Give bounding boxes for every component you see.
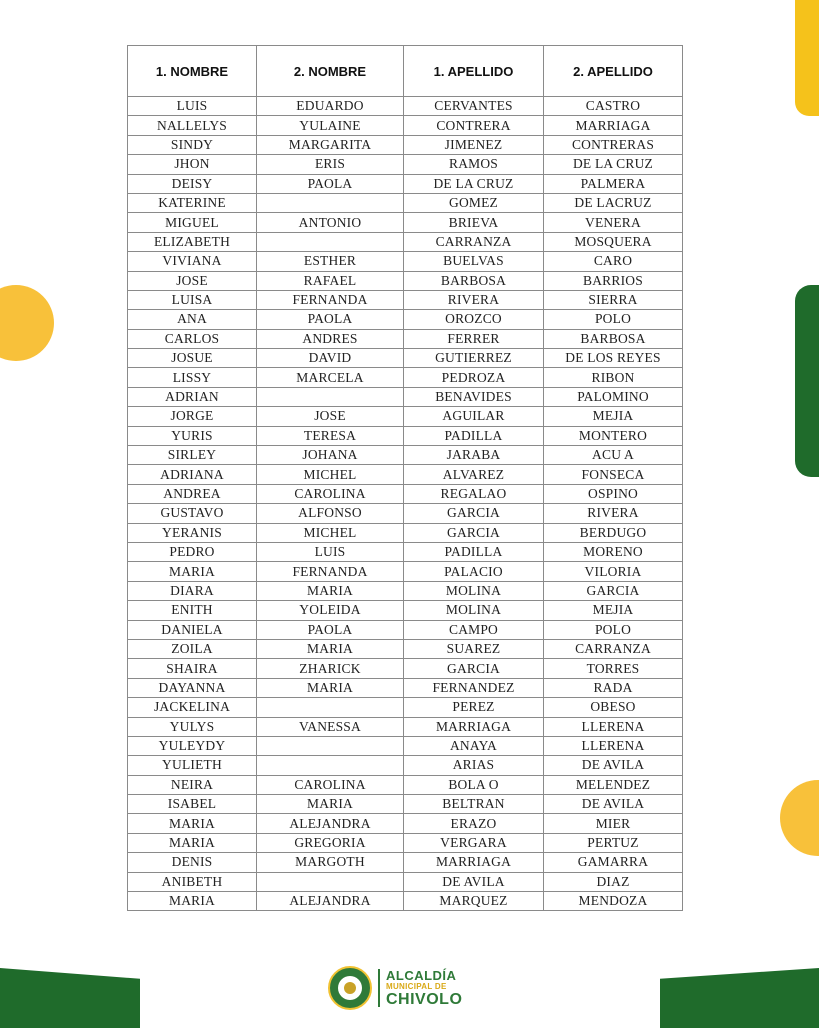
first-name-cell: JOSUE xyxy=(128,349,257,368)
second-name-cell: MICHEL xyxy=(257,465,404,484)
first-surname-cell: ERAZO xyxy=(404,814,544,833)
header-first-name: 1. NOMBRE xyxy=(128,46,257,97)
first-name-cell: ZOILA xyxy=(128,639,257,658)
second-name-cell xyxy=(257,872,404,891)
table-row xyxy=(128,252,683,271)
table-row xyxy=(128,504,683,523)
table-row xyxy=(128,116,683,135)
table-header-row xyxy=(128,46,683,97)
first-surname-cell: GUTIERREZ xyxy=(404,349,544,368)
first-name-cell: NALLELYS xyxy=(128,116,257,135)
second-surname-cell: MELENDEZ xyxy=(544,775,683,794)
table-row xyxy=(128,698,683,717)
second-surname-cell: OBESO xyxy=(544,698,683,717)
first-surname-cell: FERNANDEZ xyxy=(404,678,544,697)
first-surname-cell: ARIAS xyxy=(404,756,544,775)
first-name-cell: MARIA xyxy=(128,562,257,581)
first-name-cell: DANIELA xyxy=(128,620,257,639)
second-surname-cell: BARRIOS xyxy=(544,271,683,290)
second-surname-cell: DE LOS REYES xyxy=(544,349,683,368)
second-surname-cell: CARO xyxy=(544,252,683,271)
table-row xyxy=(128,814,683,833)
table-row xyxy=(128,639,683,658)
table-row xyxy=(128,465,683,484)
first-surname-cell: ALVAREZ xyxy=(404,465,544,484)
second-name-cell: CAROLINA xyxy=(257,775,404,794)
second-surname-cell: DE AVILA xyxy=(544,795,683,814)
first-surname-cell: PEDROZA xyxy=(404,368,544,387)
table-row xyxy=(128,349,683,368)
first-name-cell: DEISY xyxy=(128,174,257,193)
second-surname-cell: DE LACRUZ xyxy=(544,193,683,212)
first-name-cell: YURIS xyxy=(128,426,257,445)
second-surname-cell: DIAZ xyxy=(544,872,683,891)
second-name-cell: ALFONSO xyxy=(257,504,404,523)
first-surname-cell: GARCIA xyxy=(404,504,544,523)
second-name-cell: GREGORIA xyxy=(257,833,404,852)
table-row xyxy=(128,213,683,232)
first-name-cell: YULIETH xyxy=(128,756,257,775)
table-row xyxy=(128,601,683,620)
second-name-cell: MARIA xyxy=(257,581,404,600)
second-name-cell: MARGARITA xyxy=(257,135,404,154)
first-name-cell: LUIS xyxy=(128,97,257,116)
second-name-cell: ANDRES xyxy=(257,329,404,348)
first-surname-cell: GARCIA xyxy=(404,523,544,542)
first-name-cell: DAYANNA xyxy=(128,678,257,697)
second-surname-cell: RIVERA xyxy=(544,504,683,523)
table-row xyxy=(128,523,683,542)
first-name-cell: LISSY xyxy=(128,368,257,387)
municipal-seal-icon xyxy=(328,966,372,1010)
first-surname-cell: MARRIAGA xyxy=(404,717,544,736)
second-name-cell: YOLEIDA xyxy=(257,601,404,620)
first-surname-cell: BARBOSA xyxy=(404,271,544,290)
table-row xyxy=(128,892,683,911)
second-name-cell: MARIA xyxy=(257,678,404,697)
first-name-cell: SIRLEY xyxy=(128,446,257,465)
first-name-cell: PEDRO xyxy=(128,542,257,561)
second-surname-cell: MOSQUERA xyxy=(544,232,683,251)
first-surname-cell: GARCIA xyxy=(404,659,544,678)
table-row xyxy=(128,97,683,116)
second-surname-cell: VENERA xyxy=(544,213,683,232)
first-surname-cell: RAMOS xyxy=(404,155,544,174)
first-surname-cell: SUAREZ xyxy=(404,639,544,658)
table-row xyxy=(128,795,683,814)
first-surname-cell: MOLINA xyxy=(404,581,544,600)
first-name-cell: ADRIAN xyxy=(128,387,257,406)
second-surname-cell: POLO xyxy=(544,620,683,639)
first-name-cell: GUSTAVO xyxy=(128,504,257,523)
second-surname-cell: LLERENA xyxy=(544,717,683,736)
second-name-cell: ANTONIO xyxy=(257,213,404,232)
second-surname-cell: DE AVILA xyxy=(544,756,683,775)
second-name-cell xyxy=(257,232,404,251)
first-name-cell: JORGE xyxy=(128,407,257,426)
first-surname-cell: CONTRERA xyxy=(404,116,544,135)
second-surname-cell: CARRANZA xyxy=(544,639,683,658)
table-row xyxy=(128,678,683,697)
table-row xyxy=(128,542,683,561)
second-surname-cell: TORRES xyxy=(544,659,683,678)
first-name-cell: MARIA xyxy=(128,814,257,833)
first-surname-cell: REGALAO xyxy=(404,484,544,503)
second-name-cell: VANESSA xyxy=(257,717,404,736)
first-name-cell: VIVIANA xyxy=(128,252,257,271)
table-row xyxy=(128,135,683,154)
second-name-cell: JOSE xyxy=(257,407,404,426)
first-name-cell: ANIBETH xyxy=(128,872,257,891)
second-name-cell xyxy=(257,387,404,406)
second-name-cell: ALEJANDRA xyxy=(257,892,404,911)
second-name-cell: PAOLA xyxy=(257,174,404,193)
second-name-cell xyxy=(257,193,404,212)
second-name-cell: ERIS xyxy=(257,155,404,174)
second-surname-cell: GARCIA xyxy=(544,581,683,600)
green-side-tab xyxy=(795,285,819,477)
second-surname-cell: BERDUGO xyxy=(544,523,683,542)
second-surname-cell: MIER xyxy=(544,814,683,833)
second-name-cell: YULAINE xyxy=(257,116,404,135)
table-row xyxy=(128,853,683,872)
names-table xyxy=(127,45,683,911)
first-name-cell: DENIS xyxy=(128,853,257,872)
second-surname-cell: MEJIA xyxy=(544,407,683,426)
first-name-cell: ISABEL xyxy=(128,795,257,814)
second-name-cell: CAROLINA xyxy=(257,484,404,503)
first-name-cell: LUISA xyxy=(128,290,257,309)
header-first-surname: 1. APELLIDO xyxy=(404,46,544,97)
header-second-surname: 2. APELLIDO xyxy=(544,46,683,97)
second-surname-cell: ACU A xyxy=(544,446,683,465)
table-row xyxy=(128,581,683,600)
yellow-circle-left xyxy=(0,285,54,361)
second-surname-cell: MORENO xyxy=(544,542,683,561)
table-row xyxy=(128,271,683,290)
first-name-cell: CARLOS xyxy=(128,329,257,348)
first-name-cell: SHAIRA xyxy=(128,659,257,678)
table-row xyxy=(128,368,683,387)
second-name-cell xyxy=(257,698,404,717)
second-surname-cell: VILORIA xyxy=(544,562,683,581)
table-row xyxy=(128,174,683,193)
footer-green-right xyxy=(660,968,819,1028)
second-surname-cell: CONTRERAS xyxy=(544,135,683,154)
logo-text-municipal: MUNICIPAL DE xyxy=(386,981,447,991)
first-surname-cell: DE AVILA xyxy=(404,872,544,891)
second-name-cell: JOHANA xyxy=(257,446,404,465)
first-name-cell: YERANIS xyxy=(128,523,257,542)
first-surname-cell: BELTRAN xyxy=(404,795,544,814)
first-surname-cell: BOLA O xyxy=(404,775,544,794)
first-name-cell: ELIZABETH xyxy=(128,232,257,251)
second-name-cell: PAOLA xyxy=(257,310,404,329)
table-row xyxy=(128,484,683,503)
first-surname-cell: VERGARA xyxy=(404,833,544,852)
first-surname-cell: MARRIAGA xyxy=(404,853,544,872)
second-surname-cell: MARRIAGA xyxy=(544,116,683,135)
table-row xyxy=(128,426,683,445)
second-name-cell: PAOLA xyxy=(257,620,404,639)
table-row xyxy=(128,562,683,581)
first-surname-cell: MARQUEZ xyxy=(404,892,544,911)
first-surname-cell: PADILLA xyxy=(404,542,544,561)
second-name-cell: ESTHER xyxy=(257,252,404,271)
first-surname-cell: OROZCO xyxy=(404,310,544,329)
table-row xyxy=(128,232,683,251)
yellow-circle-right xyxy=(780,780,819,856)
second-surname-cell: RADA xyxy=(544,678,683,697)
second-name-cell: FERNANDA xyxy=(257,290,404,309)
first-name-cell: NEIRA xyxy=(128,775,257,794)
first-surname-cell: PEREZ xyxy=(404,698,544,717)
table-row xyxy=(128,620,683,639)
table-row xyxy=(128,155,683,174)
second-name-cell: RAFAEL xyxy=(257,271,404,290)
second-name-cell: MARGOTH xyxy=(257,853,404,872)
first-name-cell: DIARA xyxy=(128,581,257,600)
first-name-cell: YULEYDY xyxy=(128,736,257,755)
second-name-cell: MARIA xyxy=(257,639,404,658)
second-name-cell: LUIS xyxy=(257,542,404,561)
second-name-cell: MARIA xyxy=(257,795,404,814)
first-surname-cell: BUELVAS xyxy=(404,252,544,271)
table-row xyxy=(128,193,683,212)
first-name-cell: MARIA xyxy=(128,892,257,911)
table-row xyxy=(128,756,683,775)
table-row xyxy=(128,775,683,794)
first-name-cell: SINDY xyxy=(128,135,257,154)
first-name-cell: ENITH xyxy=(128,601,257,620)
table-row xyxy=(128,446,683,465)
first-surname-cell: CAMPO xyxy=(404,620,544,639)
first-surname-cell: CARRANZA xyxy=(404,232,544,251)
second-name-cell: EDUARDO xyxy=(257,97,404,116)
table-row xyxy=(128,717,683,736)
table-row xyxy=(128,329,683,348)
first-surname-cell: DE LA CRUZ xyxy=(404,174,544,193)
first-surname-cell: BRIEVA xyxy=(404,213,544,232)
first-surname-cell: ANAYA xyxy=(404,736,544,755)
second-name-cell: ALEJANDRA xyxy=(257,814,404,833)
first-name-cell: JOSE xyxy=(128,271,257,290)
first-surname-cell: FERRER xyxy=(404,329,544,348)
second-surname-cell: PALMERA xyxy=(544,174,683,193)
first-name-cell: JHON xyxy=(128,155,257,174)
first-name-cell: ADRIANA xyxy=(128,465,257,484)
first-name-cell: MARIA xyxy=(128,833,257,852)
second-surname-cell: GAMARRA xyxy=(544,853,683,872)
logo-text-alcaldia: ALCALDÍA xyxy=(386,967,457,983)
second-surname-cell: RIBON xyxy=(544,368,683,387)
second-name-cell: DAVID xyxy=(257,349,404,368)
second-surname-cell: OSPINO xyxy=(544,484,683,503)
table-row xyxy=(128,387,683,406)
logo-text-chivolo: CHIVOLO xyxy=(386,990,463,1008)
second-name-cell xyxy=(257,756,404,775)
first-name-cell: MIGUEL xyxy=(128,213,257,232)
second-name-cell: MICHEL xyxy=(257,523,404,542)
second-surname-cell: CASTRO xyxy=(544,97,683,116)
first-name-cell: KATERINE xyxy=(128,193,257,212)
second-surname-cell: POLO xyxy=(544,310,683,329)
second-surname-cell: BARBOSA xyxy=(544,329,683,348)
footer-green-left xyxy=(0,968,140,1028)
table-row xyxy=(128,290,683,309)
table-row xyxy=(128,659,683,678)
second-surname-cell: MEJIA xyxy=(544,601,683,620)
table-row xyxy=(128,833,683,852)
second-surname-cell: DE LA CRUZ xyxy=(544,155,683,174)
second-surname-cell: LLERENA xyxy=(544,736,683,755)
first-name-cell: ANA xyxy=(128,310,257,329)
second-surname-cell: SIERRA xyxy=(544,290,683,309)
first-name-cell: JACKELINA xyxy=(128,698,257,717)
first-surname-cell: BENAVIDES xyxy=(404,387,544,406)
first-name-cell: YULYS xyxy=(128,717,257,736)
first-surname-cell: JIMENEZ xyxy=(404,135,544,154)
second-name-cell xyxy=(257,736,404,755)
second-surname-cell: PALOMINO xyxy=(544,387,683,406)
first-surname-cell: JARABA xyxy=(404,446,544,465)
first-surname-cell: GOMEZ xyxy=(404,193,544,212)
table-body xyxy=(128,97,683,911)
second-surname-cell: PERTUZ xyxy=(544,833,683,852)
second-surname-cell: FONSECA xyxy=(544,465,683,484)
table-row xyxy=(128,872,683,891)
second-name-cell: ZHARICK xyxy=(257,659,404,678)
yellow-corner-tab xyxy=(795,0,819,116)
header-second-name: 2. NOMBRE xyxy=(257,46,404,97)
table-row xyxy=(128,736,683,755)
second-surname-cell: MENDOZA xyxy=(544,892,683,911)
table-row xyxy=(128,407,683,426)
alcaldia-logo xyxy=(328,966,462,1010)
logo-divider xyxy=(378,969,380,1007)
second-name-cell: FERNANDA xyxy=(257,562,404,581)
first-surname-cell: PALACIO xyxy=(404,562,544,581)
first-surname-cell: MOLINA xyxy=(404,601,544,620)
first-name-cell: ANDREA xyxy=(128,484,257,503)
table-row xyxy=(128,310,683,329)
first-surname-cell: PADILLA xyxy=(404,426,544,445)
second-surname-cell: MONTERO xyxy=(544,426,683,445)
first-surname-cell: CERVANTES xyxy=(404,97,544,116)
first-surname-cell: RIVERA xyxy=(404,290,544,309)
second-name-cell: MARCELA xyxy=(257,368,404,387)
second-name-cell: TERESA xyxy=(257,426,404,445)
first-surname-cell: AGUILAR xyxy=(404,407,544,426)
